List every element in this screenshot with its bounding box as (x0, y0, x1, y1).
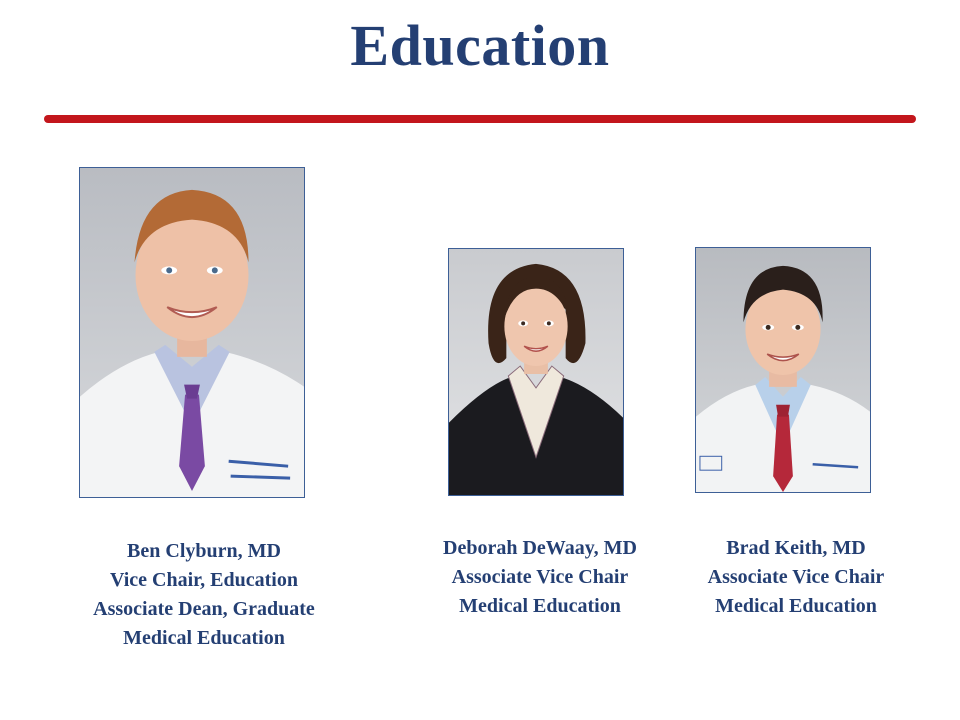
person-title: Vice Chair, Education (110, 569, 298, 591)
person-name: Brad Keith, MD (726, 537, 866, 559)
portrait-photo-deborah-dewaay (448, 248, 624, 496)
person-title: Associate Dean, Graduate (93, 598, 315, 620)
portrait-photo-brad-keith (695, 247, 871, 493)
person-title: Medical Education (123, 627, 285, 649)
person-name: Ben Clyburn, MD (127, 540, 281, 562)
portrait-photo-ben-clyburn (79, 167, 305, 498)
portrait-brad-keith-icon (696, 248, 870, 492)
person-title: Associate Vice Chair (707, 566, 885, 588)
person-title: Medical Education (459, 595, 621, 617)
person-title: Medical Education (715, 595, 877, 617)
caption-brad-keith (680, 534, 912, 621)
person-title: Associate Vice Chair (451, 566, 629, 588)
title-divider (44, 115, 916, 123)
portrait-deborah-dewaay-icon (449, 249, 623, 495)
slide-title: Education (350, 13, 610, 78)
person-name: Deborah DeWaay, MD (443, 537, 637, 559)
portrait-ben-clyburn-icon (80, 168, 304, 497)
caption-ben-clyburn (54, 537, 354, 653)
caption-deborah-dewaay (400, 534, 680, 621)
